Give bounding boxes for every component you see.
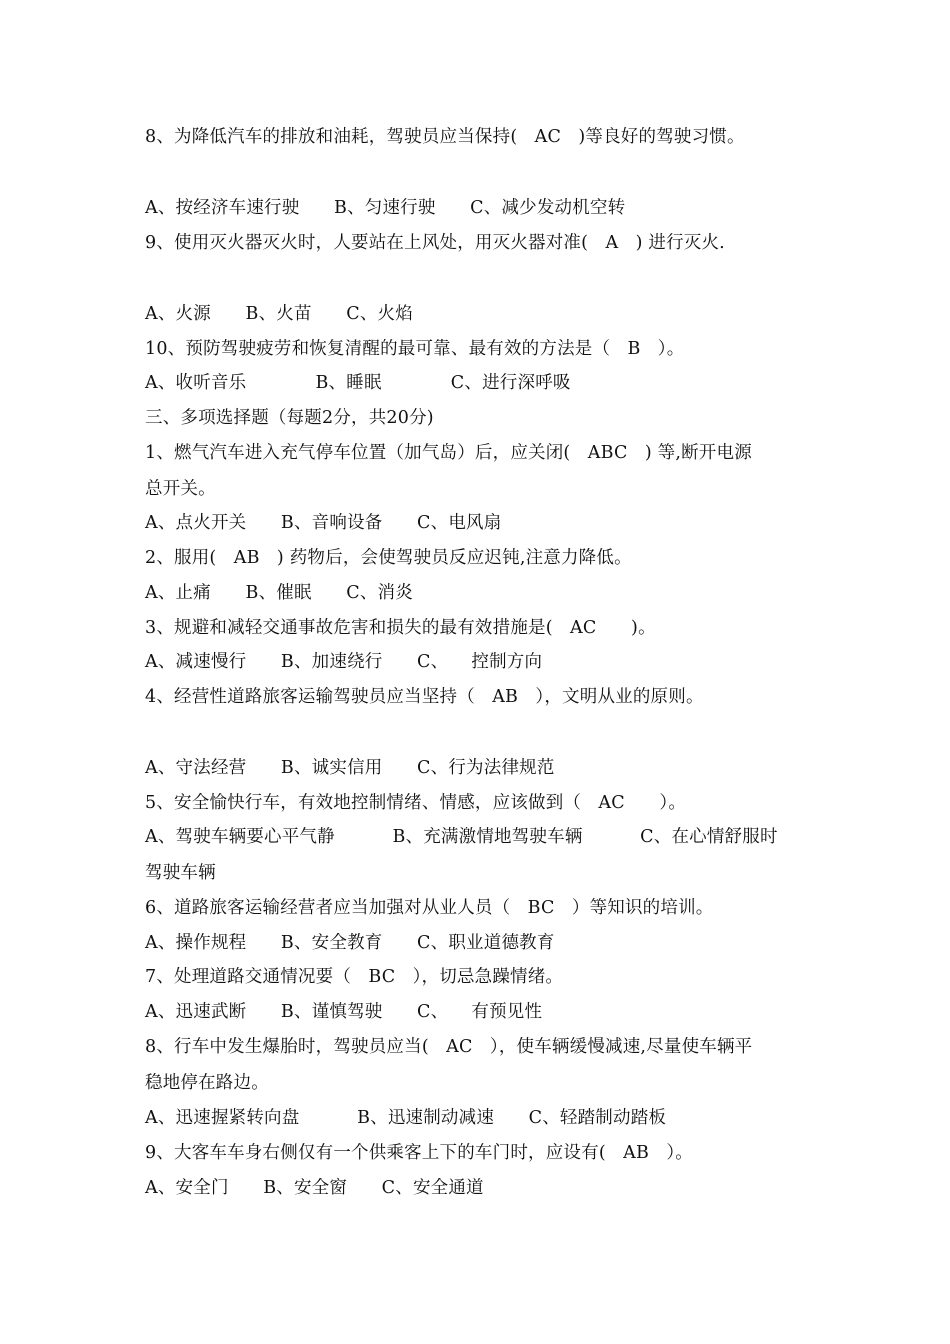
multi-question-7-options: A、迅速武断 B、谨慎驾驶 C、 有预见性: [145, 1002, 543, 1022]
multi-question-1-options: A、点火开关 B、音响设备 C、电风扇: [145, 513, 502, 533]
multi-question-1-text: 1、燃气汽车进入充气停车位置（加气岛）后，应关闭( ABC ) 等,断开电源: [145, 443, 752, 463]
multi-question-9-options: A、安全门 B、安全窗 C、安全通道: [145, 1178, 484, 1198]
question-9-options: A、火源 B、火苗 C、火焰: [145, 304, 413, 324]
multi-question-4-options: A、守法经营 B、诚实信用 C、行为法律规范: [145, 758, 555, 778]
multi-question-4-text: 4、经营性道路旅客运输驾驶员应当坚持（ AB ），文明从业的原则。: [145, 687, 704, 707]
multi-question-8-text-cont: 稳地停在路边。: [145, 1073, 269, 1093]
multi-question-5-options: A、驾驶车辆要心平气静 B、充满激情地驾驶车辆 C、在心情舒服时: [145, 827, 778, 847]
question-9-text: 9、使用灭火器灭火时，人要站在上风处，用灭火器对准( A ) 进行灭火.: [145, 233, 725, 253]
question-8-text: 8、为降低汽车的排放和油耗，驾驶员应当保持( AC )等良好的驾驶习惯。: [145, 127, 745, 147]
multi-question-8-options: A、迅速握紧转向盘 B、迅速制动减速 C、轻踏制动踏板: [145, 1108, 667, 1128]
multi-question-3-text: 3、规避和减轻交通事故危害和损失的最有效措施是( AC )。: [145, 618, 656, 638]
multi-question-9-text: 9、大客车车身右侧仅有一个供乘客上下的车门时，应设有( AB ）。: [145, 1143, 693, 1163]
multi-question-7-text: 7、处理道路交通情况要（ BC ），切忌急躁情绪。: [145, 967, 564, 987]
multi-question-5-options-cont: 驾驶车辆: [145, 863, 216, 883]
multi-question-8-text: 8、行车中发生爆胎时，驾驶员应当( AC ），使车辆缓慢减速,尽量使车辆平: [145, 1037, 753, 1057]
multi-question-2-text: 2、服用( AB ) 药物后，会使驾驶员反应迟钝,注意力降低。: [145, 548, 632, 568]
multi-question-2-options: A、止痛 B、催眠 C、消炎: [145, 583, 413, 603]
multi-question-1-text-cont: 总开关。: [145, 479, 216, 499]
multi-question-6-text: 6、道路旅客运输经营者应当加强对从业人员（ BC ）等知识的培训。: [145, 898, 714, 918]
question-8-options: A、按经济车速行驶 B、匀速行驶 C、减少发动机空转: [145, 198, 626, 218]
multi-question-6-options: A、操作规程 B、安全教育 C、职业道德教育: [145, 933, 555, 953]
question-10-options: A、收听音乐 B、睡眠 C、进行深呼吸: [145, 373, 571, 393]
question-10-text: 10、预防驾驶疲劳和恢复清醒的最可靠、最有效的方法是（ B ）。: [145, 339, 685, 359]
section-heading: 三、多项选择题（每题2分，共20分): [145, 408, 434, 428]
multi-question-3-options: A、减速慢行 B、加速绕行 C、 控制方向: [145, 652, 543, 672]
multi-question-5-text: 5、安全愉快行车，有效地控制情绪、情感，应该做到（ AC ）。: [145, 793, 687, 813]
